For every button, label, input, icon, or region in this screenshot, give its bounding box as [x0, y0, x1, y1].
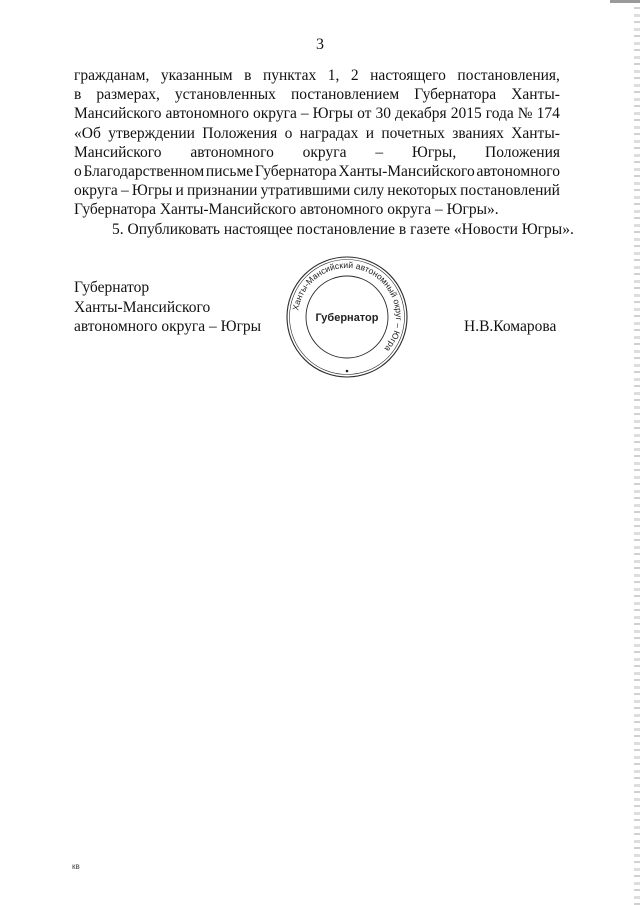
word: Губернатора	[254, 163, 337, 181]
word: в	[74, 86, 82, 104]
document-body	[74, 66, 574, 239]
word: утверждении	[108, 124, 195, 142]
signature-title	[74, 278, 261, 337]
word: некоторых	[387, 182, 457, 200]
word: почетных	[381, 124, 445, 142]
paragraph-line	[74, 181, 560, 200]
word: званиях	[452, 124, 504, 142]
word: установленных	[174, 86, 276, 104]
word: Ханты-	[511, 86, 560, 104]
scan-top-edge	[610, 0, 640, 3]
word: Благодарственном	[83, 163, 205, 181]
scan-edge	[634, 0, 640, 905]
paragraph-line	[74, 104, 560, 123]
page-number: 3	[316, 36, 324, 53]
word: автономного	[476, 163, 560, 181]
word: признании	[186, 182, 258, 200]
word: указанным	[160, 67, 233, 84]
word: года	[485, 105, 514, 123]
word: постановлений	[460, 182, 560, 200]
paragraph-line	[74, 162, 560, 181]
seal-dot-icon	[346, 370, 349, 373]
paragraph-line	[74, 66, 560, 85]
word: утратившими	[260, 182, 351, 200]
word: о	[74, 163, 82, 181]
word: постановлением	[290, 86, 400, 104]
word: автономного	[165, 105, 250, 123]
word: письме	[205, 163, 254, 181]
word: размерах,	[96, 86, 160, 104]
word: «Об	[74, 124, 101, 142]
word: пунктах	[262, 67, 317, 84]
word: 2	[350, 67, 359, 84]
official-seal	[282, 254, 412, 380]
signature-title-line: автономного округа – Югры	[74, 318, 262, 335]
word: и	[175, 182, 184, 200]
word: Югры	[131, 182, 173, 200]
word: округа	[74, 182, 118, 200]
signature-title-line: Ханты-Мансийского	[74, 298, 211, 316]
word: Югры,	[411, 143, 457, 161]
word: Губернатора	[414, 86, 497, 104]
word: 174	[536, 105, 560, 123]
item-5: 5. Опубликовать настоящее постановление в газете «Новости Югры».	[112, 220, 574, 238]
word: №	[517, 105, 533, 123]
word: Ханты-Мансийского	[338, 163, 475, 181]
word: декабря	[394, 105, 447, 123]
paragraph-line	[74, 143, 560, 162]
word: и	[365, 124, 374, 142]
paragraph-line	[74, 124, 560, 143]
word: –	[375, 143, 384, 161]
word: Мансийского	[74, 105, 162, 123]
paragraph-4-continuation	[74, 66, 560, 200]
word: гражданам,	[74, 67, 150, 84]
word: постановления,	[457, 67, 560, 84]
word: настоящего	[370, 67, 446, 84]
signature-title-line: Губернатор	[74, 279, 150, 296]
paragraph-last-line: Губернатора Ханты-Мансийского автономного округа – Югры».	[74, 201, 499, 219]
seal-ring-text: Ханты-Мансийский автономный округ – Югра	[290, 259, 405, 354]
word: Югры	[312, 105, 354, 123]
seal-center-text: Губернатор	[315, 312, 379, 324]
paragraph-line	[74, 85, 560, 104]
word: о	[284, 124, 293, 142]
word: Положения	[485, 143, 560, 161]
word: –	[120, 182, 129, 200]
word: Ханты-	[511, 124, 560, 142]
word: 30	[375, 105, 391, 123]
signatory-name: Н.В.Комарова	[464, 318, 557, 335]
word: 1,	[327, 67, 340, 84]
word: округа	[302, 143, 347, 161]
word: силу	[353, 182, 385, 200]
word: –	[300, 105, 309, 123]
word: округа	[253, 105, 297, 123]
word: в	[244, 67, 252, 84]
word: Мансийского	[74, 143, 162, 161]
footer-mark: кв	[72, 862, 80, 871]
word: 2015	[450, 105, 482, 123]
word: наградах	[299, 124, 359, 142]
word: Положения	[202, 124, 278, 142]
word: от	[357, 105, 372, 123]
word: автономного	[190, 143, 274, 161]
